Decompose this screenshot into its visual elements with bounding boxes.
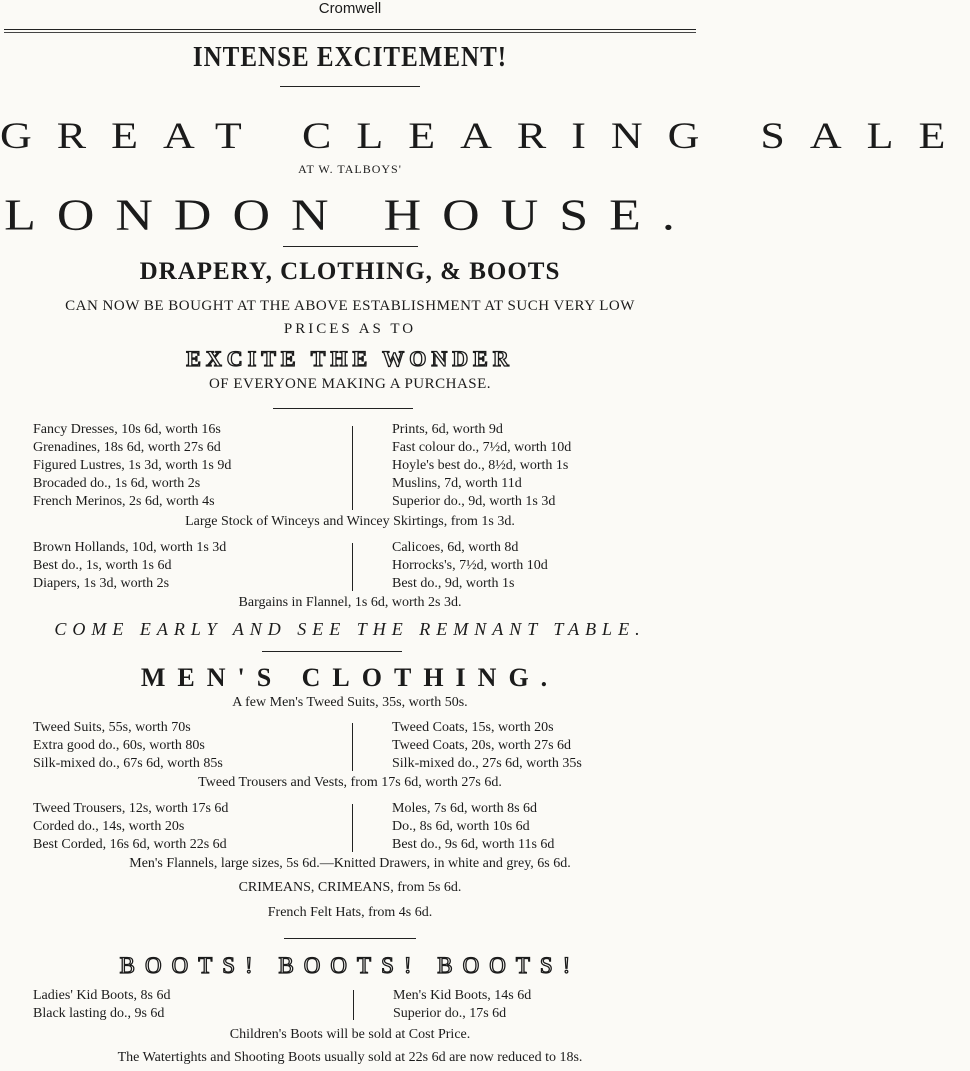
divider-rule [284,938,416,939]
drapery-list-left [33,421,231,511]
list-item: Superior do., 9d, worth 1s 3d [392,494,556,509]
list-item: Muslins, 7d, worth 11d [392,476,522,491]
crimeans-line: CRIMEANS, CRIMEANS, from 5s 6d. [238,880,462,895]
divider-rule [280,86,420,87]
trousers-line: Tweed Trousers and Vests, from 17s 6d, worth 27s 6d. [198,775,502,790]
trousers-list-left [33,800,228,854]
list-item: Brocaded do., 1s 6d, worth 2s [33,476,201,491]
column-divider [352,723,353,771]
column-divider [352,426,353,510]
at-line: AT W. TALBOYS' [298,162,402,176]
divider-rule [283,246,418,247]
list-item: Figured Lustres, 1s 3d, worth 1s 9d [33,458,232,473]
column-divider [353,990,354,1020]
list-item: Hoyle's best do., 8½d, worth 1s [392,458,569,473]
shop-name: LONDON HOUSE. [4,191,696,240]
boots-list-left [33,987,170,1023]
list-item: Extra good do., 60s, worth 80s [33,738,205,753]
list-item: Moles, 7s 6d, worth 8s 6d [392,801,538,816]
list-item: Superior do., 17s 6d [393,1006,507,1021]
winceys-line: Large Stock of Winceys and Wincey Skirtings, from 1s 3d. [185,514,515,529]
list-item: Best Corded, 16s 6d, worth 22s 6d [33,837,227,852]
headline: INTENSE EXCITEMENT! [192,41,508,73]
hollands-list-left [33,539,226,593]
list-item: Grenadines, 18s 6d, worth 27s 6d [33,440,221,455]
intro-line-4: OF EVERYONE MAKING A PURCHASE. [208,376,492,392]
list-item: Men's Kid Boots, 14s 6d [393,988,532,1003]
flannel-line: Bargains in Flannel, 1s 6d, worth 2s 3d. [238,595,462,610]
list-item: Tweed Coats, 15s, worth 20s [392,720,554,735]
suits-list-right [392,719,582,773]
mens-intro: A few Men's Tweed Suits, 35s, worth 50s. [232,695,468,710]
header-rule [4,29,696,30]
remnant-line: COME EARLY AND SEE THE REMNANT TABLE. [54,619,646,639]
list-item: Black lasting do., 9s 6d [33,1006,165,1021]
list-item: Horrocks's, 7½d, worth 10d [392,558,548,573]
list-item: French Merinos, 2s 6d, worth 4s [33,494,215,509]
hollands-list-right [392,539,548,593]
header-rule-secondary [4,32,696,33]
categories-heading: DRAPERY, CLOTHING, & BOOTS [139,258,561,285]
list-item: Diapers, 1s 3d, worth 2s [33,576,170,591]
list-item: Do., 8s 6d, worth 10s 6d [392,819,530,834]
intro-line-2: PRICES AS TO [283,321,417,337]
list-item: Ladies' Kid Boots, 8s 6d [33,988,171,1003]
list-item: Tweed Coats, 20s, worth 27s 6d [392,738,572,753]
list-item: Fast colour do., 7½d, worth 10d [392,440,572,455]
intro-line-1: CAN NOW BE BOUGHT AT THE ABOVE ESTABLISHMENT AT SUCH VERY LOW [65,298,635,314]
drapery-list-right [392,421,571,511]
list-item: Best do., 9d, worth 1s [392,576,515,591]
boots-list-right [393,987,531,1023]
sale-title: GREAT CLEARING SALE [0,114,970,157]
flannels-line: Men's Flannels, large sizes, 5s 6d.—Knitted Drawers, in white and grey, 6s 6d. [129,856,571,871]
list-item: Prints, 6d, worth 9d [392,422,503,437]
felt-hats-line: French Felt Hats, from 4s 6d. [267,905,433,920]
publication-header: Cromwell [318,0,382,17]
list-item: Corded do., 14s, worth 20s [33,819,185,834]
watertights-line: The Watertights and Shooting Boots usually sold at 22s 6d are now reduced to 18s. [117,1050,583,1065]
list-item: Best do., 1s, worth 1s 6d [33,558,172,573]
column-divider [352,804,353,852]
list-item: Fancy Dresses, 10s 6d, worth 16s [33,422,221,437]
list-item: Best do., 9s 6d, worth 11s 6d [392,837,555,852]
list-item: Silk-mixed do., 67s 6d, worth 85s [33,756,223,771]
intro-line-3: EXCITE THE WONDER [186,346,514,371]
divider-rule [273,408,413,409]
list-item: Tweed Suits, 55s, worth 70s [33,720,191,735]
boots-heading: BOOTS! BOOTS! BOOTS! [119,953,581,978]
list-item: Brown Hollands, 10d, worth 1s 3d [33,540,227,555]
mens-clothing-heading: MEN'S CLOTHING. [140,663,560,692]
list-item: Calicoes, 6d, worth 8d [392,540,519,555]
childrens-boots-line: Children's Boots will be sold at Cost Price. [229,1027,471,1042]
suits-list-left [33,719,223,773]
list-item: Silk-mixed do., 27s 6d, worth 35s [392,756,582,771]
divider-rule [262,651,402,652]
trousers-list-right [392,800,554,854]
list-item: Tweed Trousers, 12s, worth 17s 6d [33,801,229,816]
column-divider [352,543,353,591]
